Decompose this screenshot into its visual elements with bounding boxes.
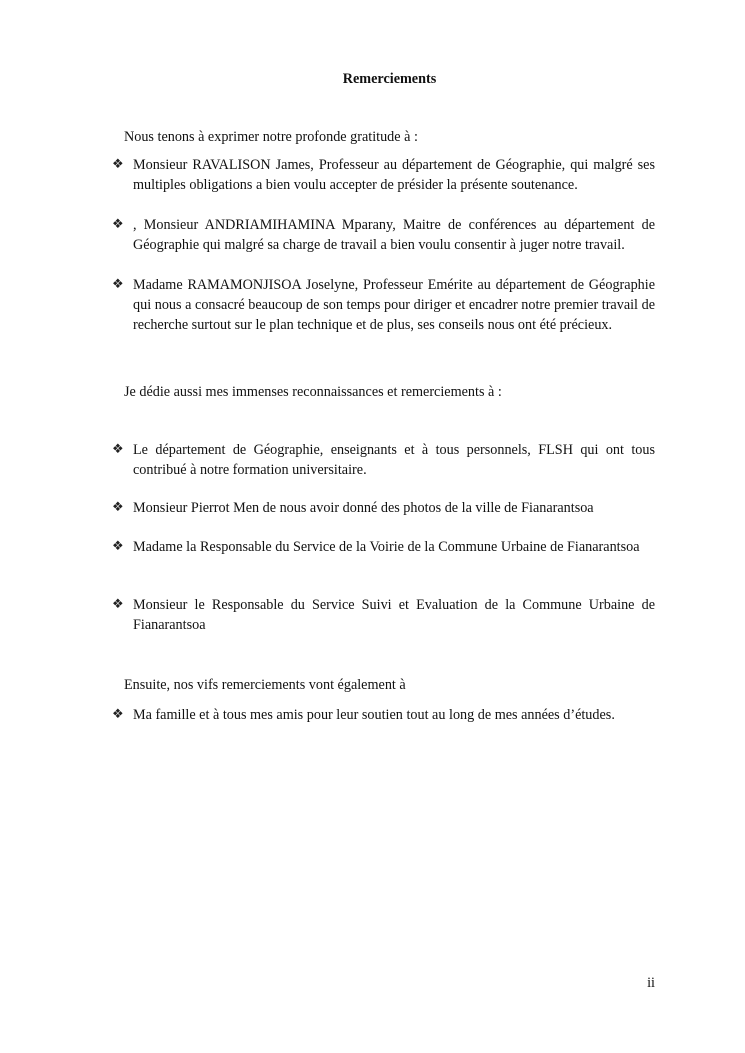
list-item-text: Madame RAMAMONJISOA Joselyne, Professeur Emérite au département de Géographie qui nous a consacré beaucoup de son temps pour diriger et encadrer notre premier travail de recherche surtout sur le plan technique et de plus, ses conseils nous ont été précieux. [133,277,655,333]
page-title: Remerciements [342,71,437,87]
bullet-icon: ❖ [112,277,124,292]
list-item-text: Monsieur Pierrot Men de nous avoir donné des photos de la ville de Fianarantsoa [133,500,594,516]
bullet-icon: ❖ [112,597,124,612]
intro-gratitude: Nous tenons à exprimer notre profonde gratitude à : [124,129,418,145]
list-item [112,440,655,480]
list-item [112,215,655,255]
bullet-icon: ❖ [112,217,124,232]
list-item [112,595,655,635]
bullet-icon: ❖ [112,707,124,722]
list-item [112,498,655,518]
bullet-icon: ❖ [112,442,124,457]
list-item-text: Monsieur le Responsable du Service Suivi et Evaluation de la Commune Urbaine de Fianarantsoa [133,597,655,633]
list-item-text: Madame la Responsable du Service de la Voirie de la Commune Urbaine de Fianarantsoa [133,539,640,555]
intro-further-thanks: Ensuite, nos vifs remerciements vont également à [124,677,406,693]
bullet-icon: ❖ [112,539,124,554]
list-item-text: Ma famille et à tous mes amis pour leur soutien tout au long de mes années d’études. [133,707,615,723]
list-item [112,705,655,725]
intro-dedication: Je dédie aussi mes immenses reconnaissances et remerciements à : [124,384,502,400]
bullet-icon: ❖ [112,157,124,172]
page-number: ii [647,975,655,991]
list-item [112,155,655,195]
list-item [112,275,655,335]
list-item-text: Monsieur RAVALISON James, Professeur au département de Géographie, qui malgré ses multiples obligations a bien voulu accepter de présider la présente soutenance. [133,157,655,193]
bullet-icon: ❖ [112,500,124,515]
list-item-text: Le département de Géographie, enseignants et à tous personnels, FLSH qui ont tous contribué à notre formation universitaire. [133,442,655,478]
list-item [112,537,655,557]
list-item-text: , Monsieur ANDRIAMIHAMINA Mparany, Maitre de conférences au département de Géographie qui malgré sa charge de travail a bien voulu consentir à juger notre travail. [133,217,655,253]
